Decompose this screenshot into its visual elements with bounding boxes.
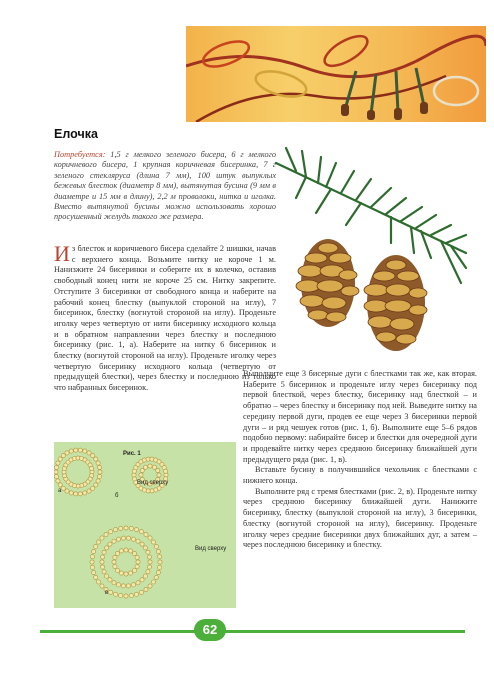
bead	[151, 540, 155, 544]
article-title: Елочка	[54, 127, 98, 141]
bead	[121, 536, 125, 540]
instructions-right-column	[243, 369, 477, 551]
bead	[96, 580, 100, 584]
bead	[124, 572, 128, 576]
bead	[83, 491, 87, 495]
bead	[102, 550, 106, 554]
bead	[102, 570, 106, 574]
bead	[65, 489, 69, 493]
bead	[116, 583, 120, 587]
bead	[58, 483, 62, 487]
bead	[94, 457, 98, 461]
bead	[164, 473, 168, 477]
bead	[128, 549, 132, 553]
drop-cap: И	[54, 241, 70, 266]
bead	[139, 473, 143, 477]
bead	[113, 528, 117, 532]
bead	[108, 542, 112, 546]
bead	[112, 560, 116, 564]
bead	[90, 560, 94, 564]
materials-text: 1,5 г мелкого зеленого бисера, 6 г мелкого коричневого бисера, 1 крупная коричневая бисеринка, 7 г зеленого стекляруса (длина 7 мм), 100 штук выпуклых бежевых блесток (диаметр 8 мм), вытянутая бусина (9 мм в диаметре и 15 мм в длину), 2,2 м проволоки, нитка и иголка. Вместо вытянутой бусины можно использовать хорошо просушенный желудь такого же размера.	[54, 150, 276, 222]
bead	[97, 474, 101, 478]
bead	[54, 474, 58, 478]
figure-label-b: б	[115, 493, 119, 499]
bead	[136, 560, 140, 564]
bead	[83, 449, 87, 453]
bead	[144, 532, 148, 536]
bead	[116, 537, 120, 541]
bead	[144, 587, 148, 591]
bead	[54, 470, 58, 474]
bead	[78, 492, 82, 496]
bead	[136, 539, 140, 543]
bead	[90, 555, 94, 559]
bead	[146, 570, 150, 574]
bead	[124, 526, 128, 530]
instructions-right-paragraph: Выполните ряд с тремя блестками (рис. 2, в). Проденьте нитку через среднюю бисеринку ближайшей дуги. Нанижите бисеринку, блестку (выпуклой стороной на иглу), 3 бисеринки, блестку (вогнутой стороной на иглу), бисеринку. Проденьте иголку через средние бисеринки двух ближайших дуг, а затем – через последнюю бисеринку и блестку.	[243, 486, 477, 550]
bead	[113, 555, 117, 559]
bead	[129, 593, 133, 597]
bead	[108, 590, 112, 594]
instructions-right-paragraph: Выполните еще 3 бисерные дуги с блестками так же, как вторая. Наберите 5 бисеринок и проденьте иглу через бисеринку под первой блесткой, через блестку, бисеринку над блесткой – и обратно – через блестку и бисеринку под ней. Выведите нитку на середину первой дуги, продев ее еще через 3 бисеринки первой дуги – и ряд чешуек готов (рис. 1, б). Выполните еще 5–6 рядов подобно первому: набирайте бисер и блестки для очередной дуги и продевайте нитку через среднюю бисеринку ближайшей дуги предыдущего ряда (рис. 1, в).	[243, 369, 477, 464]
bead	[156, 468, 160, 472]
bead	[136, 581, 140, 585]
materials-lead: Потребуется:	[54, 150, 106, 159]
bead	[97, 465, 101, 469]
bead	[74, 448, 78, 452]
bead	[119, 526, 123, 530]
bead	[96, 540, 100, 544]
figure-caption-top-view: Вид сверху	[137, 480, 169, 486]
bead	[90, 565, 94, 569]
bead	[143, 546, 147, 550]
bead	[100, 560, 104, 564]
page-number: 62	[194, 619, 226, 641]
bead	[148, 536, 152, 540]
bead	[94, 575, 98, 579]
bead	[143, 574, 147, 578]
bead	[157, 473, 161, 477]
bead	[140, 468, 144, 472]
bead	[147, 555, 151, 559]
bead	[132, 477, 136, 481]
bead	[56, 461, 60, 465]
bead	[94, 483, 98, 487]
bead	[91, 486, 95, 490]
header-beaded-leaves-photo	[186, 26, 486, 122]
figure-title: Рис. 1	[123, 451, 141, 457]
bead	[100, 555, 104, 559]
bead	[134, 528, 138, 532]
bead	[113, 592, 117, 596]
bead	[69, 449, 73, 453]
bead	[61, 486, 65, 490]
bead	[132, 568, 136, 572]
bead	[89, 466, 93, 470]
bead	[134, 592, 138, 596]
bead	[92, 549, 96, 553]
bead	[119, 549, 123, 553]
bead	[135, 564, 139, 568]
bead	[143, 465, 147, 469]
bead	[157, 565, 161, 569]
bead	[148, 584, 152, 588]
bead	[132, 473, 136, 477]
bead	[128, 571, 132, 575]
bead	[104, 532, 108, 536]
bead	[100, 565, 104, 569]
bead	[131, 583, 135, 587]
bead	[131, 537, 135, 541]
bead	[156, 549, 160, 553]
bead	[69, 491, 73, 495]
bead	[96, 479, 100, 483]
bead	[74, 492, 78, 496]
bead	[121, 584, 125, 588]
bead	[54, 465, 58, 469]
instructions-right-paragraph: Вставьте бусину в получившийся чехольчик с блестками с нижнего конца.	[243, 465, 477, 486]
bead	[148, 560, 152, 564]
bead	[157, 555, 161, 559]
bead	[112, 581, 116, 585]
bead	[112, 539, 116, 543]
bead	[108, 578, 112, 582]
bead	[139, 590, 143, 594]
bead	[56, 479, 60, 483]
bead	[91, 454, 95, 458]
bead	[96, 461, 100, 465]
bead	[135, 555, 139, 559]
bead	[147, 565, 151, 569]
bead	[140, 578, 144, 582]
materials-list	[54, 150, 276, 223]
bead	[156, 570, 160, 574]
bead	[78, 448, 82, 452]
bead	[113, 564, 117, 568]
bead	[104, 546, 108, 550]
bead	[132, 551, 136, 555]
page-footer-bar	[40, 630, 465, 633]
bead	[58, 457, 62, 461]
bead	[104, 574, 108, 578]
bead	[115, 568, 119, 572]
bead	[119, 593, 123, 597]
bead	[154, 575, 158, 579]
bead	[87, 489, 91, 493]
bead	[87, 451, 91, 455]
bead	[92, 570, 96, 574]
bead	[139, 530, 143, 534]
bead	[146, 550, 150, 554]
bead	[61, 454, 65, 458]
instructions-left-text: з блесток и коричневого бисера сделайте 2 шишки, начав с верхнего конца. Возьмите нитку не короче 1 м. Нанизжите 24 бисеринки и соберите их в колечко, оставив свободный конец нити не короче 25 см. Нитку закрепите. Отступите 3 бисеринки от свободного конца и наберите на рабочий конец блестку (выпуклой стороной на иглу), 7 бисеринок, блестку (вогнутой стороной на иглу). Проденьте иголку через четвертую от нити бисеринку исходного кольца и в обратном направлении через блестку и последнюю бисеринку (рис. 1, а). Наберите на нитку 6 бисеринок и блестку (вогнутой стороной на иглу). Проденьте иголку через четвертую бисеринку исходного кольца (четвертую от предыдущей блестки), через блестку и последнюю из только что набранных бисеринок.	[54, 244, 276, 393]
figure-1-diagram	[54, 442, 236, 608]
bead	[94, 544, 98, 548]
bead	[158, 560, 162, 564]
bead	[151, 580, 155, 584]
bead	[154, 544, 158, 548]
bead	[163, 469, 167, 473]
bead	[148, 464, 152, 468]
figure-caption-top-view: Вид сверху	[195, 546, 227, 552]
bead	[152, 465, 156, 469]
figure-label-v: в	[105, 590, 109, 596]
bead	[100, 536, 104, 540]
bead	[129, 526, 133, 530]
bead	[98, 470, 102, 474]
bead	[124, 548, 128, 552]
bead	[108, 530, 112, 534]
bead	[124, 594, 128, 598]
bead	[126, 536, 130, 540]
bead	[140, 542, 144, 546]
bead	[119, 571, 123, 575]
bead	[115, 551, 119, 555]
bead	[100, 584, 104, 588]
bead	[65, 451, 69, 455]
figure-label-a: а	[58, 488, 62, 494]
pine-cones-photo	[266, 143, 482, 365]
bead	[126, 584, 130, 588]
